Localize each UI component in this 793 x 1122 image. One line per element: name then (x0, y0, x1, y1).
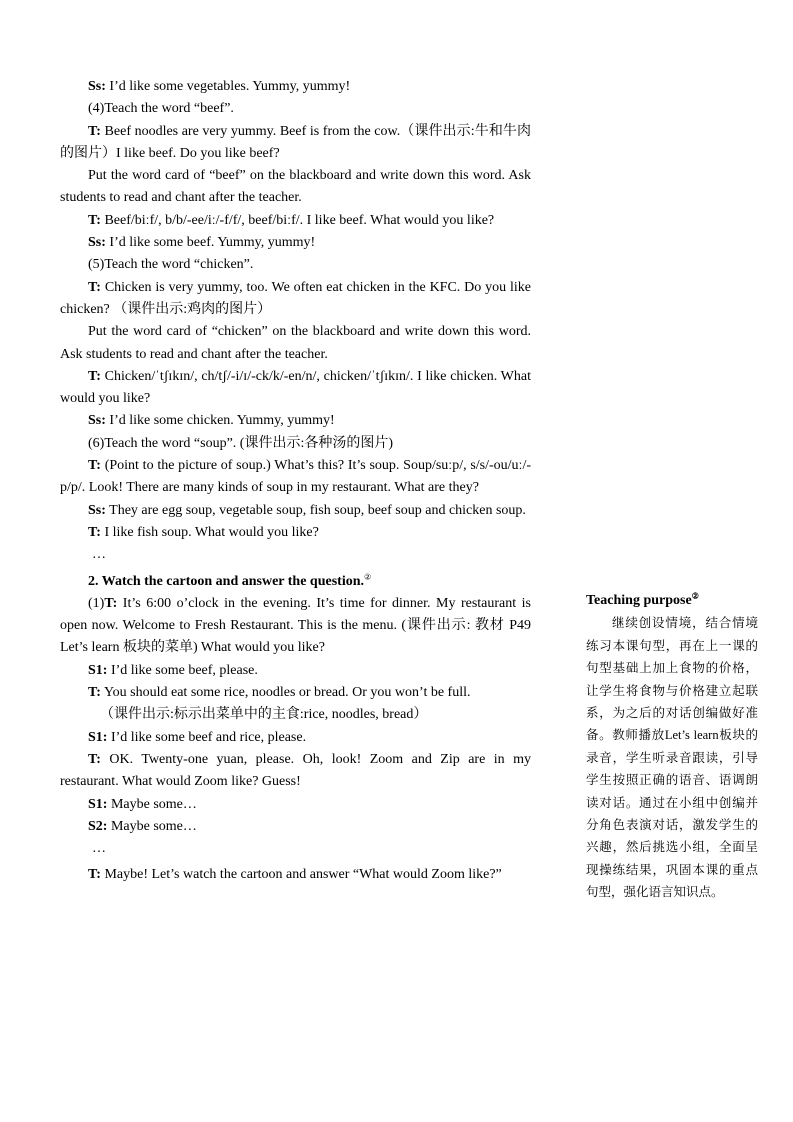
side-title-text: Teaching purpose (586, 593, 692, 608)
paragraph-text: (4)Teach the word “beef”. (88, 101, 234, 117)
paragraph-text: Chicken is very yummy, too. We often eat chicken in the KFC. Do you like chicken? （课件出示:鸡肉的图片） (60, 279, 531, 317)
paragraph (60, 76, 531, 98)
paragraph (60, 816, 531, 838)
paragraph-text: (Point to the picture of soup.) What’s this? It’s soup. Soup/suːp/, s/s/-ou/uː/-p/p/. Look! There are many kinds of soup in my restaurant. What are they? (60, 458, 531, 496)
paragraph (60, 794, 531, 816)
paragraph (60, 593, 531, 660)
speaker-label: Ss: (88, 235, 106, 251)
paragraph-text: I’d like some beef, please. (107, 662, 258, 678)
speaker-label: T: (104, 595, 118, 611)
paragraph (60, 98, 531, 120)
speaker-label: S1: (88, 662, 108, 678)
paragraph-text: I’d like some beef. Yummy, yummy! (105, 235, 316, 251)
lesson-text (60, 76, 531, 887)
paragraph-text: (5)Teach the word “chicken”. (88, 257, 254, 273)
paragraph (60, 366, 531, 411)
speaker-label: T: (88, 123, 101, 139)
footnote-marker: ② (691, 591, 699, 601)
paragraph-text: Beef/biːf/, b/b/-ee/iː/-f/f/, beef/biːf/. I like beef. What would you like? (100, 212, 495, 228)
paragraph (60, 660, 531, 682)
speaker-label: S1: (88, 729, 108, 745)
paragraph (60, 682, 531, 704)
paragraph-text: I like fish soup. What would you like? (100, 524, 319, 540)
paragraph-text: Maybe! Let’s watch the cartoon and answer “What would Zoom like?” (100, 867, 502, 883)
paragraph-prefix: (1) (88, 595, 105, 611)
side-body: 继续创设情境，结合情境练习本课句型，再在上一课的句型基础上加上食物的价格，让学生将食物与价格建立起联系，为之后的对话创编做好准备。教师播放Let’s learn板块的录音，学生听录音跟读，引导学生按照正确的语音、语调朗读对话。通过在小组中创编并分角色表演对话，激发学生的兴趣，然后挑选小组，全面呈现操练结果，巩固本课的重点句型，强化语言知识点。 (586, 616, 758, 900)
paragraph (60, 727, 531, 749)
speaker-label: T: (88, 368, 101, 384)
paragraph-text: I’d like some vegetables. Yummy, yummy! (105, 79, 351, 94)
paragraph (60, 232, 531, 254)
paragraph-text: It’s 6:00 o’clock in the evening. It’s time for dinner. My restaurant is open now. Welcome to Fresh Restaurant. This is the menu. (课件出示: 教材 P49 Let’s learn 板块的菜单) What would you like? (60, 595, 531, 656)
speaker-label: T: (88, 867, 101, 883)
ellipsis: … (92, 841, 107, 857)
speaker-label: Ss: (88, 502, 106, 518)
paragraph-text: Beef noodles are very yummy. Beef is from the cow.（课件出示:牛和牛肉的图片）I like beef. Do you like beef? (60, 123, 531, 161)
side-title (586, 590, 758, 612)
courseware-note: （课件出示:标示出菜单中的主食:rice, noodles, bread） (100, 707, 428, 723)
paragraph-text: I’d like some beef and rice, please. (107, 729, 307, 745)
paragraph-text: OK. Twenty-one yuan, please. Oh, look! Zoom and Zip are in my restaurant. What would Zoom like? Guess! (60, 751, 531, 790)
paragraph-text: Put the word card of “beef” on the blackboard and write down this word. Ask students to read and chant after the teacher. (60, 168, 531, 206)
speaker-label: T: (88, 458, 101, 474)
speaker-label: T: (88, 212, 101, 228)
section-heading-text: 2. Watch the cartoon and answer the question. (88, 573, 365, 589)
paragraph (60, 749, 531, 794)
paragraph-text: Chicken/ˈtʃɪkɪn/, ch/tʃ/-i/ɪ/-ck/k/-en/n/, chicken/ˈtʃɪkɪn/. I like chicken. What would you like? (60, 368, 531, 407)
footnote-marker: ② (364, 571, 372, 581)
speaker-label: S2: (88, 818, 108, 834)
paragraph (60, 277, 531, 322)
paragraph-text: Maybe some… (107, 818, 197, 834)
paragraph-text: You should eat some rice, noodles or bread. Or you won’t be full. (100, 685, 471, 701)
paragraph-text: (6)Teach the word “soup”. (课件出示:各种汤的图片) (88, 435, 394, 451)
paragraph (60, 165, 531, 210)
speaker-label: S1: (88, 796, 108, 812)
paragraph (60, 433, 531, 455)
teaching-purpose-note (586, 590, 758, 904)
paragraph-text: They are egg soup, vegetable soup, fish soup, beef soup and chicken soup. (105, 502, 526, 518)
paragraph (60, 522, 531, 544)
section-heading (60, 571, 531, 593)
paragraph (60, 321, 531, 366)
speaker-label: T: (88, 279, 101, 295)
paragraph (60, 455, 531, 500)
paragraph (60, 210, 531, 232)
paragraph (60, 254, 531, 276)
paragraph (60, 500, 531, 522)
speaker-label: T: (88, 751, 101, 767)
paragraph-text: Put the word card of “chicken” on the blackboard and write down this word. Ask students to read and chant after the teacher. (60, 324, 531, 362)
paragraph (60, 121, 531, 166)
speaker-label: Ss: (88, 79, 106, 94)
paragraph (60, 864, 531, 886)
paragraph (60, 410, 531, 432)
paragraph-text: Maybe some… (107, 796, 197, 812)
paragraph-text: I’d like some chicken. Yummy, yummy! (105, 413, 335, 429)
speaker-label: T: (88, 524, 101, 540)
speaker-label: T: (88, 685, 101, 701)
speaker-label: Ss: (88, 413, 106, 429)
ellipsis: … (92, 547, 107, 563)
